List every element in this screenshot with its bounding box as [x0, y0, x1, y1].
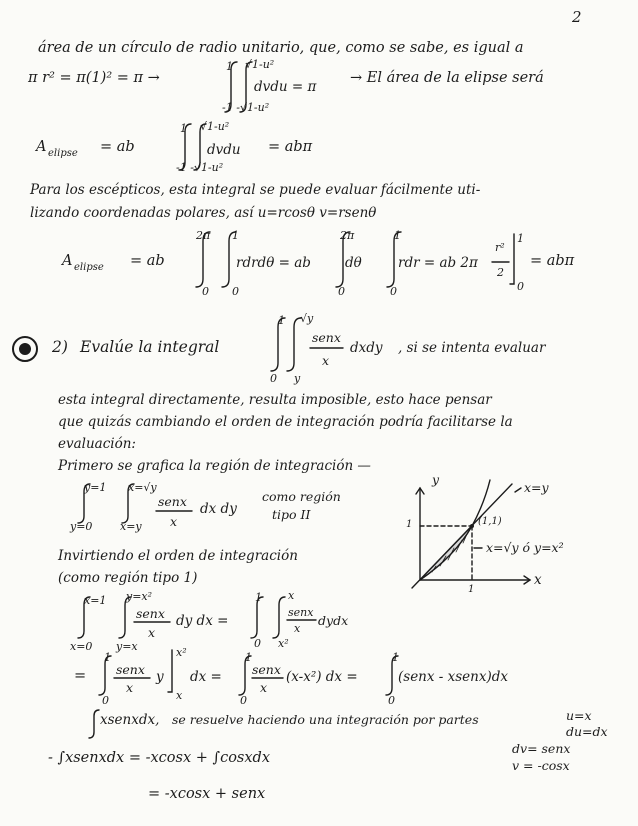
eval-bracket: [168, 650, 172, 692]
eq-ab-3: = ab: [130, 253, 165, 269]
p-tail: , si se intenta evaluar: [398, 340, 546, 356]
p-line-2: que quizás cambiando el orden de integración podría facilitarse la: [58, 414, 513, 430]
bracket-up: 1: [517, 232, 524, 245]
i2-up2: 1: [245, 651, 252, 664]
integral-sign: [119, 597, 131, 638]
p-line-1: esta integral directamente, resulta imposible, esto hace pensar: [58, 392, 492, 408]
i2-eq: =: [74, 668, 87, 684]
up-2pi-b: 2π: [340, 229, 355, 242]
integral-sign: [240, 62, 252, 112]
i1r-up1: 1: [255, 591, 262, 604]
parts-dv: dv= senx: [512, 741, 571, 756]
p-upper-outer: 1: [278, 314, 285, 327]
i1-ytop: y=x²: [126, 590, 153, 603]
low-0b: 0: [232, 285, 239, 298]
frac-num: r²: [495, 241, 505, 254]
text-line-1: área de un círculo de radio unitario, que, como se sabe, es igual a: [38, 40, 524, 56]
bracket-low: 0: [517, 280, 524, 293]
up-2pi: 2π: [196, 229, 211, 242]
i2-dx: dx =: [190, 669, 222, 685]
upper-outer-2: 1: [180, 122, 187, 135]
graph-point-label: (1,1): [478, 516, 502, 527]
lower-2: -1 -√1-u²: [176, 161, 224, 174]
a-elipse-sub-3: elipse: [74, 262, 104, 273]
graph-curve1-label: x=y: [524, 480, 549, 495]
eval-bracket: [510, 234, 514, 284]
parts-a: xsenxdx,: [100, 712, 160, 728]
i2-num2: senx: [252, 662, 281, 677]
parts-b: se resuelve haciendo una integración por partes: [172, 712, 479, 727]
low-0a: 0: [202, 285, 209, 298]
i1r-lo2: x²: [278, 637, 289, 650]
i1-num: senx: [136, 606, 165, 621]
graph-axis-x: x: [534, 572, 542, 588]
line-x-equals-y: [412, 484, 512, 588]
rdrdtheta: rdrdθ = ab: [236, 255, 311, 271]
curve-parabola: [420, 480, 490, 580]
text-line-2a: π r² = π(1)² = π →: [28, 70, 160, 86]
i2-den2: x: [260, 680, 268, 695]
region-label-2: tipo II: [272, 507, 311, 522]
integral-sign: [239, 656, 251, 695]
graph-tick-y: 1: [406, 519, 413, 530]
parts-du: du=dx: [566, 724, 608, 739]
p-line-4: Primero se grafica la región de integración —: [58, 458, 371, 474]
r-ytop: y=1: [84, 481, 107, 494]
rdr: rdr = ab 2π: [398, 255, 478, 271]
graph-axis-y: y: [432, 472, 440, 487]
r-ybot: y=0: [70, 520, 93, 533]
integral-sign: [271, 318, 285, 371]
integral-sign: [89, 710, 99, 738]
parts-last: = -xcosx + senx: [148, 786, 266, 802]
integral-sign: [222, 232, 236, 287]
i1r-up2: x: [288, 589, 295, 602]
result-abpi: = abπ: [268, 139, 313, 155]
integral-sign: [251, 597, 263, 638]
i1-diff: dy dx =: [176, 613, 229, 629]
parts-u: u=x: [566, 708, 592, 723]
integral-sign: [336, 232, 350, 287]
integral-sign: [287, 318, 301, 371]
integral-sign: [273, 597, 285, 638]
integral-upper-inner: √1-u²: [245, 58, 275, 71]
type1-text: (como región tipo 1): [58, 570, 198, 586]
result-abpi-2: = abπ: [530, 253, 575, 269]
text-line-2b: → El área de la elipse será: [350, 70, 544, 86]
p-differentials: dxdy: [350, 340, 383, 356]
low-0d: 0: [390, 285, 397, 298]
r-xbot: x=y: [120, 520, 142, 533]
i2-num: senx: [116, 662, 145, 677]
i2-final: (senx - xsenx)dx: [398, 669, 508, 685]
integral-sign: [225, 62, 237, 112]
integral-sign: [78, 597, 90, 638]
r-diff: dx dy: [200, 501, 237, 517]
graph-tick-x: 1: [468, 584, 475, 595]
up-1a: 1: [232, 229, 239, 242]
a-elipse: A: [36, 139, 47, 155]
integral-sign: [99, 656, 111, 695]
i2-y: y: [156, 669, 164, 685]
low-0c: 0: [338, 285, 345, 298]
i1-ybot: y=x: [116, 640, 138, 653]
eq-ab: = ab: [100, 139, 135, 155]
p-lower-inner: y: [294, 372, 301, 385]
invert-text: Invirtiendo el orden de integración: [58, 548, 298, 564]
r-xtop: x=√y: [128, 481, 157, 494]
integral-sign: [78, 484, 90, 523]
upper-inner-2: √1-u²: [200, 120, 230, 133]
integral-upper-outer: 1: [226, 60, 233, 73]
parts-v: v = -cosx: [512, 758, 570, 773]
integral-sign: [122, 484, 134, 523]
pointer-arrow-icon: [515, 488, 521, 492]
i2-up3: 1: [392, 651, 399, 664]
a-elipse-3: A: [62, 253, 73, 269]
text-line-4: Para los escépticos, esta integral se puede evaluar fácilmente uti-: [30, 182, 481, 198]
i2-up: 1: [104, 651, 111, 664]
integral-sign: [196, 232, 210, 287]
up-1b: 1: [394, 229, 401, 242]
dtheta: dθ: [345, 255, 362, 271]
r-den: x: [170, 514, 178, 529]
i2-paren: (x-x²) dx =: [286, 669, 358, 685]
i1-den: x: [148, 625, 156, 640]
a-elipse-sub: elipse: [48, 148, 78, 159]
p-integrand-num: senx: [312, 330, 341, 345]
i2-den: x: [126, 680, 134, 695]
i1-xtop: x=1: [84, 594, 107, 607]
i2-lo2: 0: [240, 694, 247, 707]
integrand-2: dvdu: [207, 142, 241, 158]
text-line-5: lizando coordenadas polares, así u=rcosθ v=rsenθ: [30, 205, 377, 221]
integral-sign: [179, 124, 191, 170]
integral-sign: [387, 232, 401, 287]
i1r-num: senx: [288, 606, 314, 619]
i2-lo3: 0: [388, 694, 395, 707]
i2-br-up: x²: [176, 646, 187, 659]
integral-lower: -1 -√1-u²: [222, 101, 270, 114]
p-line-3: evaluación:: [58, 436, 136, 452]
graph-curve2-label: x=√y ó y=x²: [486, 540, 564, 555]
frac-den: 2: [497, 266, 504, 279]
page-number: 2: [572, 8, 582, 26]
i2-br-lo: x: [176, 689, 183, 702]
integral-sign: [386, 656, 398, 695]
i1-xbot: x=0: [70, 640, 93, 653]
r-num: senx: [158, 494, 187, 509]
p-upper-inner: √y: [300, 312, 314, 325]
region-label-1: como región: [262, 489, 341, 504]
problem-prompt: Evalúe la integral: [80, 338, 220, 356]
i1r-den: x: [294, 622, 301, 635]
problem-number: 2): [52, 338, 68, 356]
i1r-lo1: 0: [254, 637, 261, 650]
integral-sign: [194, 124, 206, 170]
p-integrand-den: x: [322, 353, 330, 368]
i1r-diff: dydx: [318, 613, 349, 628]
integrand: dvdu = π: [254, 79, 317, 95]
i2-lo: 0: [102, 694, 109, 707]
parts-line: - ∫xsenxdx = -xcosx + ∫cosxdx: [48, 750, 271, 766]
p-lower-outer: 0: [270, 372, 277, 385]
point-marker: [470, 524, 474, 528]
